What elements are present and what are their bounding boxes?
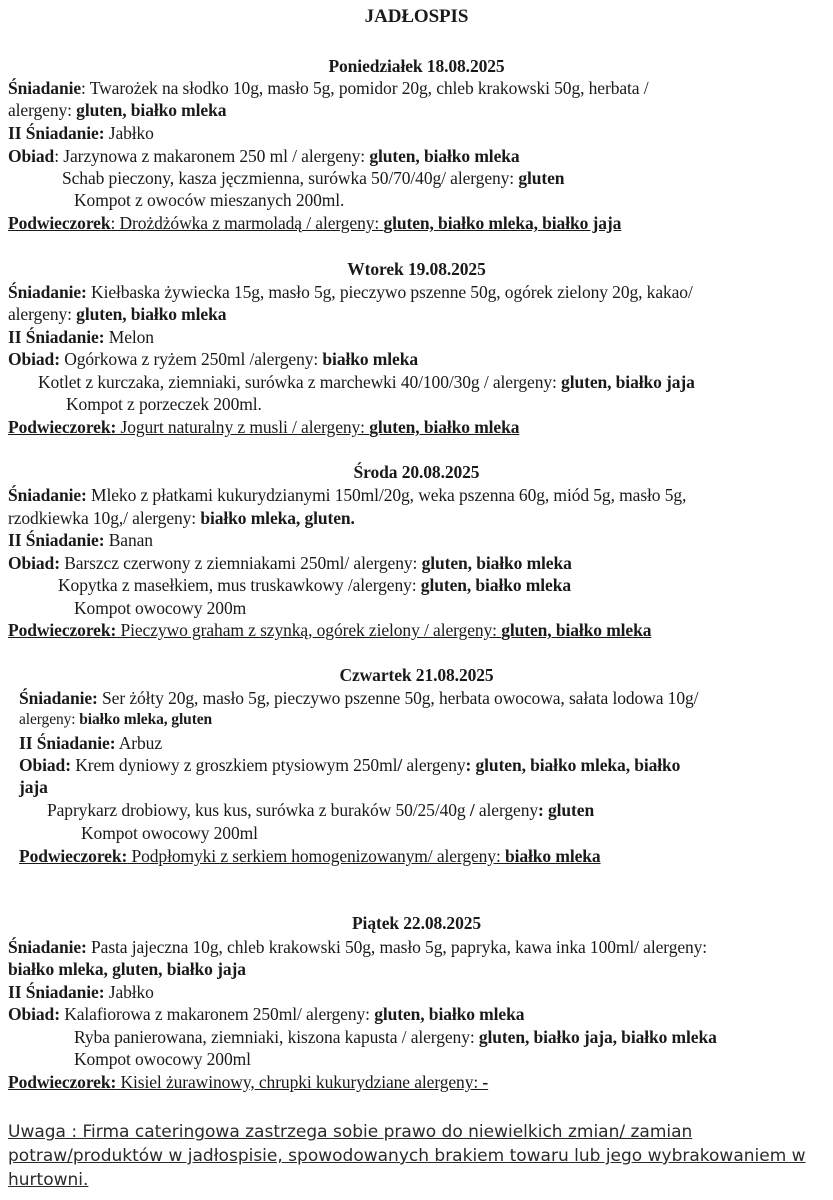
allergens-value: gluten, białko mleka: [420, 575, 571, 595]
breakfast-label: Śniadanie: [8, 78, 82, 98]
day-header-wednesday: Środa 20.08.2025: [353, 462, 480, 482]
allergens-value: białko mleka: [322, 349, 418, 369]
breakfast-label: Śniadanie:: [8, 485, 87, 505]
snack-line: [8, 619, 651, 641]
snack-label: Podwieczorek:: [19, 846, 128, 866]
lunch-line: [8, 145, 520, 167]
lunch-label: Obiad:: [8, 1004, 60, 1024]
snack-label: Podwieczorek:: [8, 417, 117, 437]
day-header-monday: Poniedziałek 18.08.2025: [328, 56, 505, 76]
breakfast-text: Ser żółty 20g, masło 5g, pieczywo pszenne 50g, herbata owocowa, sałata lodowa 10g/: [97, 688, 699, 708]
allergens-value: gluten, białko jaja, białko mleka: [478, 1027, 717, 1047]
second-breakfast-line: [8, 981, 154, 1003]
allergens-value: białko mleka: [504, 846, 601, 866]
lunch-line: [8, 1003, 524, 1025]
lunch-label: Obiad:: [19, 755, 71, 775]
second-breakfast-label: II Śniadanie:: [19, 733, 116, 753]
breakfast-line: [8, 281, 693, 303]
allergens-value: -: [482, 1072, 489, 1092]
allergens-prefix: alergeny: [474, 800, 538, 820]
catering-note: Uwaga : Firma cateringowa zastrzega sobie prawo do niewielkich zmian/ zamian potraw/produktów w jadłospisie, spowodowanych brakiem towaru lub jego wybrakowaniem w hurtowni.: [8, 1122, 806, 1190]
breakfast-allergens-line: [8, 99, 226, 121]
breakfast-line: [8, 484, 686, 506]
snack-line: [19, 845, 601, 867]
second-breakfast-text: Arbuz: [115, 733, 162, 753]
snack-text: : Drożdżówka z marmoladą / alergeny:: [110, 213, 384, 233]
allergens-value: gluten, białko mleka: [421, 553, 572, 573]
second-breakfast-line: [8, 122, 154, 144]
allergens-value: gluten, białko mleka: [76, 304, 227, 324]
lunch-main-line: [47, 799, 594, 821]
allergens-value: gluten, białko mleka: [76, 100, 227, 120]
allergens-value: gluten, białko mleka, białko jaja: [383, 213, 622, 233]
lunch-allergens-continued: [19, 776, 48, 798]
snack-text: Jogurt naturalny z musli / alergeny:: [116, 417, 370, 437]
second-breakfast-label: II Śniadanie:: [8, 530, 105, 550]
breakfast-label: Śniadanie:: [8, 282, 87, 302]
lunch-main-line: [38, 371, 695, 393]
allergens-value: białko mleka, gluten: [79, 711, 213, 728]
allergens-value: białko mleka, gluten, białko jaja: [8, 959, 246, 979]
allergens-value: gluten, białko mleka: [369, 417, 520, 437]
compote-line: Kompot owocowy 200ml: [74, 1049, 251, 1069]
breakfast-allergens-line: [8, 303, 226, 325]
lunch-label: Obiad: [8, 146, 55, 166]
page-title: JADŁOSPIS: [364, 6, 469, 27]
compote-line: Kompot z porzeczek 200ml.: [66, 394, 262, 414]
breakfast-label: Śniadanie:: [19, 688, 98, 708]
allergens-value: gluten, białko mleka: [369, 146, 520, 166]
snack-label: Podwieczorek:: [8, 1072, 117, 1092]
allergens-prefix: alergeny: [402, 755, 466, 775]
second-breakfast-line: [19, 732, 162, 754]
allergens-value: gluten, białko jaja: [561, 372, 695, 392]
lunch-main-text: Paprykarz drobiowy, kus kus, surówka z buraków 50/25/40g: [47, 800, 470, 820]
lunch-main-text: Ryba panierowana, ziemniaki, kiszona kapusta / alergeny:: [74, 1027, 479, 1047]
lunch-main-text: Kopytka z masełkiem, mus truskawkowy /alergeny:: [58, 575, 421, 595]
breakfast-line: [19, 687, 698, 709]
allergens-value: gluten, białko mleka: [374, 1004, 525, 1024]
breakfast-label: Śniadanie:: [8, 937, 87, 957]
second-breakfast-line: [8, 529, 153, 551]
lunch-text: Barszcz czerwony z ziemniakami 250ml/ alergeny:: [59, 553, 422, 573]
separator: /: [397, 755, 403, 775]
snack-text: Pieczywo graham z szynką, ogórek zielony / alergeny:: [116, 620, 502, 640]
snack-label: Podwieczorek:: [8, 620, 117, 640]
compote-line: Kompot owocowy 200m: [74, 598, 247, 618]
second-breakfast-text: Jabłko: [104, 123, 154, 143]
second-breakfast-text: Melon: [104, 327, 154, 347]
allergens-value: gluten: [518, 168, 565, 188]
snack-line: [8, 212, 621, 234]
allergens-value: : gluten, białko mleka, białko: [465, 755, 681, 775]
second-breakfast-label: II Śniadanie:: [8, 123, 105, 143]
lunch-main-line: [74, 1026, 717, 1048]
allergens-value: jaja: [19, 777, 48, 797]
breakfast-text: Pasta jajeczna 10g, chleb krakowski 50g, masło 5g, papryka, kawa inka 100ml/ alergeny:: [86, 937, 708, 957]
breakfast-text: Kiełbaska żywiecka 15g, masło 5g, pieczywo pszenne 50g, ogórek zielony 20g, kakao/: [86, 282, 693, 302]
breakfast-allergens-line: [8, 958, 246, 980]
separator: /: [469, 800, 475, 820]
allergens-prefix: alergeny:: [8, 100, 77, 120]
second-breakfast-text: Banan: [104, 530, 153, 550]
lunch-main-line: [58, 574, 571, 596]
lunch-label: Obiad:: [8, 553, 60, 573]
snack-label: Podwieczorek: [8, 213, 111, 233]
compote-line: Kompot z owoców mieszanych 200ml.: [74, 190, 345, 210]
lunch-text: : Jarzynowa z makaronem 250 ml / alergeny:: [54, 146, 370, 166]
snack-line: [8, 1071, 488, 1093]
allergens-prefix: alergeny:: [8, 304, 77, 324]
allergens-value: gluten, białko mleka: [501, 620, 652, 640]
second-breakfast-label: II Śniadanie:: [8, 327, 105, 347]
second-breakfast-line: [8, 326, 154, 348]
lunch-label: Obiad:: [8, 349, 60, 369]
breakfast-text: Mleko z płatkami kukurydzianymi 150ml/20g, weka pszenna 60g, miód 5g, masło 5g,: [86, 485, 687, 505]
lunch-main-text: Kotlet z kurczaka, ziemniaki, surówka z marchewki 40/100/30g / alergeny:: [38, 372, 562, 392]
second-breakfast-text: Jabłko: [104, 982, 154, 1002]
day-header-friday: Piątek 22.08.2025: [351, 913, 482, 933]
lunch-text: Ogórkowa z ryżem 250ml /alergeny:: [59, 349, 323, 369]
breakfast-allergens-line: [8, 507, 355, 529]
snack-line: [8, 416, 519, 438]
lunch-main-text: Schab pieczony, kasza jęczmienna, surówka 50/70/40g/ alergeny:: [62, 168, 519, 188]
allergens-value: : gluten: [538, 800, 595, 820]
snack-text: Podpłomyki z serkiem homogenizowanym/ alergeny:: [127, 846, 505, 866]
lunch-main-line: [62, 167, 564, 189]
lunch-line: [19, 754, 680, 776]
lunch-text: Kalafiorowa z makaronem 250ml/ alergeny:: [59, 1004, 375, 1024]
day-header-thursday: Czwartek 21.08.2025: [339, 665, 494, 685]
snack-text: Kisiel żurawinowy, chrupki kukurydziane alergeny:: [116, 1072, 483, 1092]
compote-line: Kompot owocowy 200ml: [81, 823, 258, 843]
breakfast-line: [8, 77, 649, 99]
allergens-prefix: alergeny:: [19, 711, 80, 728]
lunch-text: Krem dyniowy z groszkiem ptysiowym 250ml: [70, 755, 398, 775]
day-header-tuesday: Wtorek 19.08.2025: [347, 259, 486, 279]
lunch-line: [8, 348, 418, 370]
allergens-value: białko mleka, gluten.: [200, 508, 355, 528]
second-breakfast-label: II Śniadanie:: [8, 982, 105, 1002]
allergens-prefix: rzodkiewka 10g,/ alergeny:: [8, 508, 201, 528]
lunch-line: [8, 552, 572, 574]
breakfast-line: [8, 936, 707, 958]
breakfast-allergens-line: [19, 709, 212, 731]
breakfast-text: : Twarożek na słodko 10g, masło 5g, pomidor 20g, chleb krakowski 50g, herbata /: [81, 78, 649, 98]
